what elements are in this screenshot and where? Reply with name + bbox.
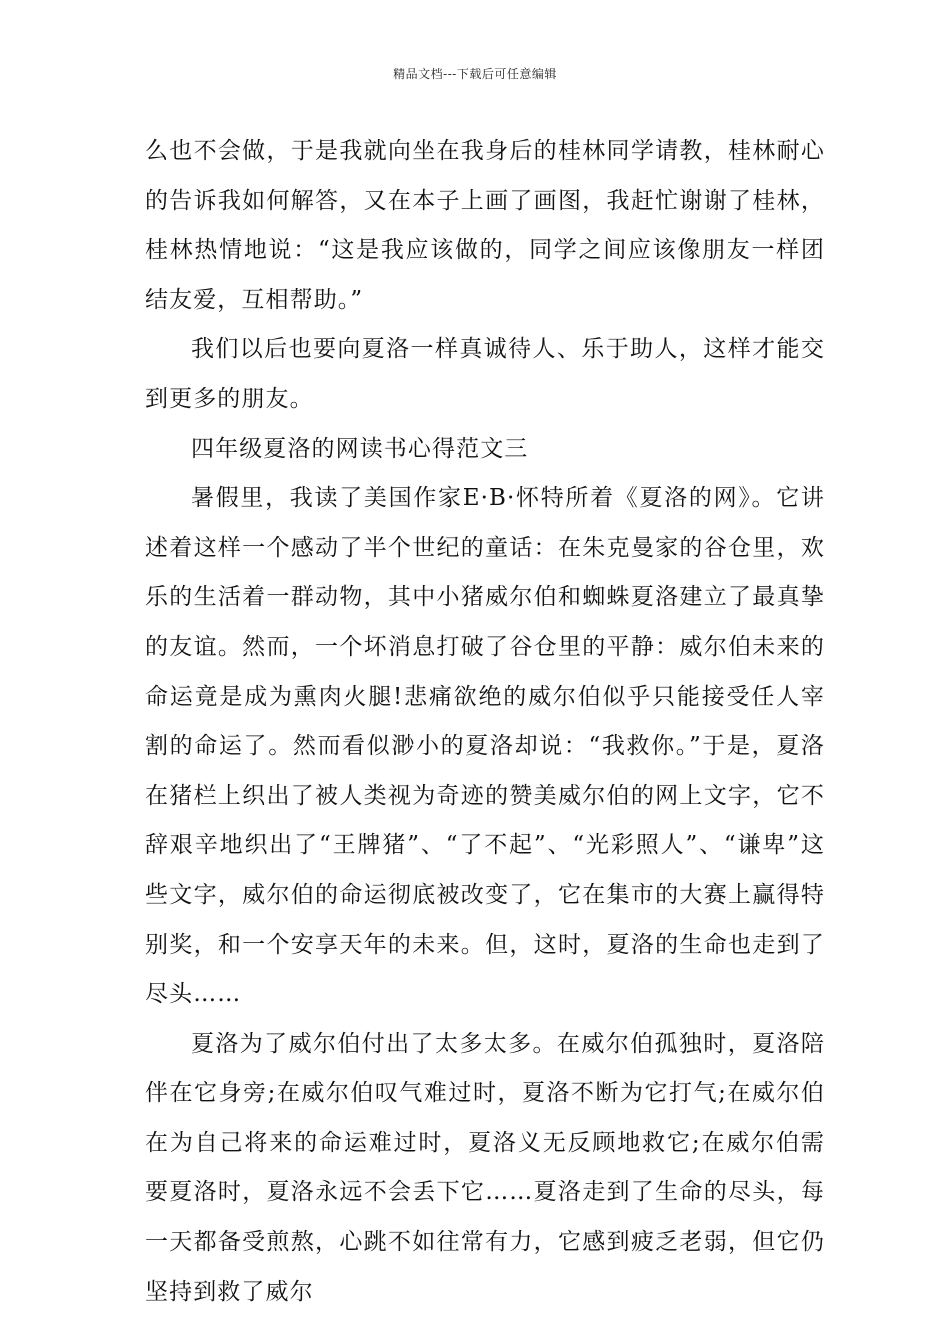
document-body: [145, 127, 825, 1317]
page-header: 精品文档---下载后可任意编辑: [393, 67, 557, 81]
section-heading: 四年级夏洛的网读书心得范文三: [191, 435, 529, 462]
paragraph-conclusion: 我们以后也要向夏洛一样真诚待人、乐于助人，这样才能交到更多的朋友。: [145, 336, 825, 412]
paragraph-story: 暑假里，我读了美国作家E·B·怀特所着《夏洛的网》。它讲述着这样一个感动了半个世纪的童话：在朱克曼家的谷仓里，欢乐的生活着一群动物，其中小猪威尔伯和蜘蛛夏洛建立了最真挚的友谊。然而，一个坏消息打破了谷仓里的平静：威尔伯未来的命运竟是成为熏肉火腿!悲痛欲绝的威尔伯似乎只能接受任人宰割的命运了。然而看似渺小的夏洛却说：“我救你。”于是，夏洛在猪栏上织出了被人类视为奇迹的赞美威尔伯的网上文字，它不辞艰辛地织出了“王牌猪”、“了不起”、“光彩照人”、“谦卑”这些文字，威尔伯的命运彻底被改变了，它在集市的大赛上赢得特别奖，和一个安享天年的未来。但，这时，夏洛的生命也走到了尽头……: [145, 485, 825, 1008]
paragraph-continuation: 么也不会做，于是我就向坐在我身后的桂林同学请教，桂林耐心的告诉我如何解答，又在本子上画了画图，我赶忙谢谢了桂林，桂林热情地说：“这是我应该做的，同学之间应该像朋友一样团结友爱，互相帮助。”: [145, 138, 825, 313]
paragraph-reflection: 夏洛为了威尔伯付出了太多太多。在威尔伯孤独时，夏洛陪伴在它身旁;在威尔伯叹气难过时，夏洛不断为它打气;在威尔伯在为自己将来的命运难过时，夏洛义无反顾地救它;在威尔伯需要夏洛时，夏洛永远不会丢下它……夏洛走到了生命的尽头，每一天都备受煎熬，心跳不如往常有力，它感到疲乏老弱，但它仍坚持到救了威尔: [145, 1030, 825, 1305]
